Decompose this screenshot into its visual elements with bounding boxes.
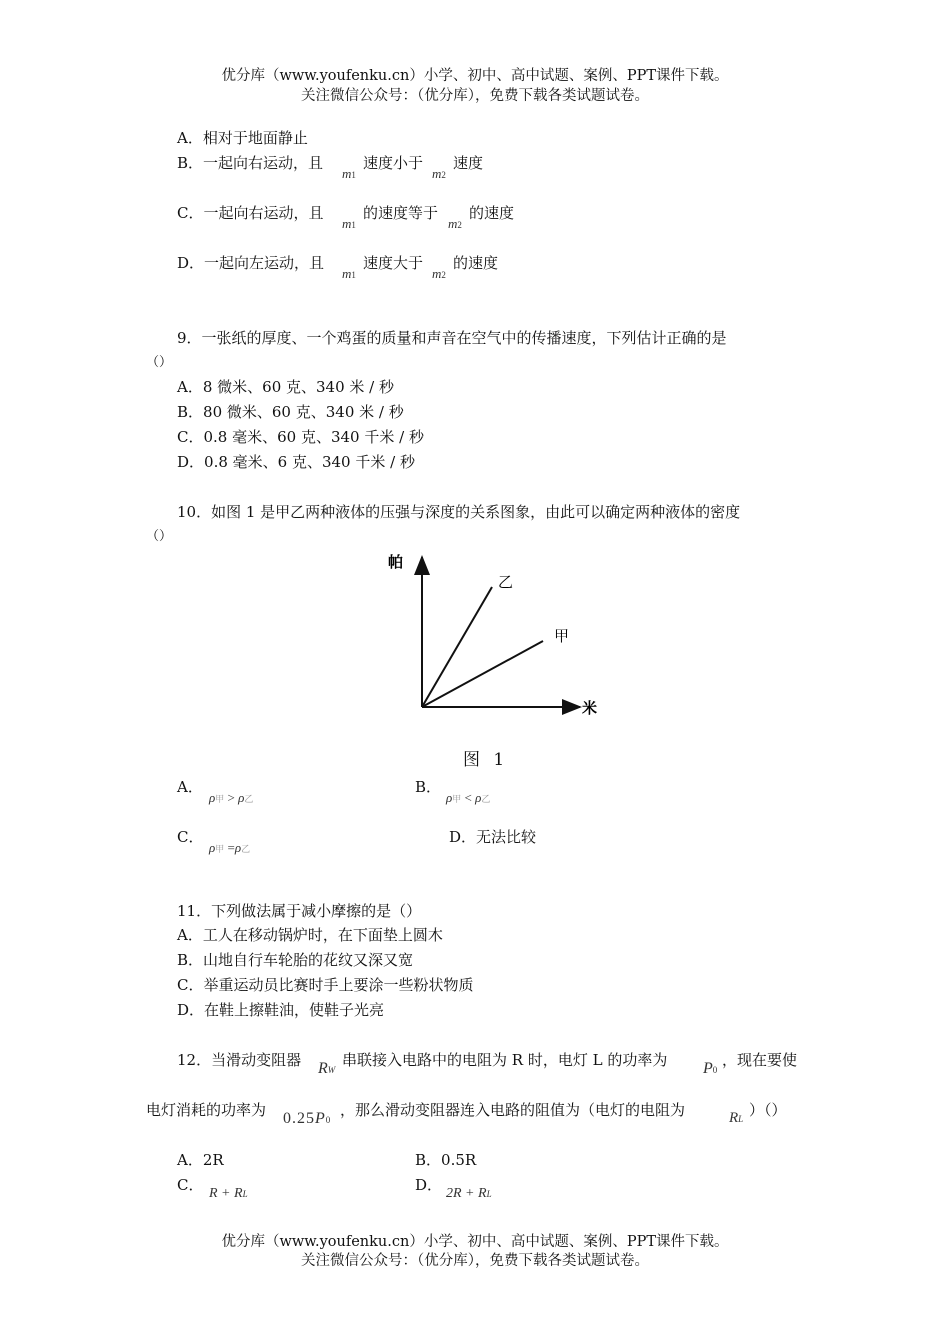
d-expression: 2R + R [446,1186,487,1201]
m-symbol: m [432,166,442,181]
rho-symbol: ρ [234,840,242,855]
coefficient: 0.25 [283,1110,315,1127]
q12-p0-symbol [703,1060,717,1078]
q8-option-d [177,252,324,273]
q9-option-b: B．80 微米、60 克、340 米 / 秒 [177,403,404,421]
q12-stem-2-pre: 电灯消耗的功率为 [146,1101,267,1119]
x-axis-label: 米 [582,699,598,717]
header-line-2: 关注微信公众号：（优分库），免费下载各类试题试卷。 [301,88,649,104]
c-expression: R + R [209,1186,243,1201]
m-subscript: 2 [457,220,462,230]
m-symbol: m [448,216,458,231]
q12-rl-symbol [729,1110,743,1127]
rho-sub-jia: 甲 [215,844,225,854]
q8-d-m2 [432,266,446,282]
q10-option-c-expr [209,840,250,856]
pressure-depth-figure [380,545,620,725]
q10-option-a-expr [209,790,253,806]
m-subscript: 1 [351,220,356,230]
q12-option-d-expr [446,1186,492,1202]
l-subscript: L [486,1189,492,1199]
q11-option-c: C．举重运动员比赛时手上要涂一些粉状物质 [177,976,474,994]
q8-c-text: C．一起向右运动，且 [177,204,324,222]
m-symbol: m [342,216,352,231]
header-line-1: 优分库（www.youfenku.cn）小学、初中、高中试题、案例、PPT课件下载。 [221,68,729,84]
gt-sign: > [227,790,235,805]
q8-b-text: B．一起向右运动，且 [177,154,324,172]
zero-subscript: 0 [325,1115,332,1125]
q10-option-a-label: A． [177,778,203,796]
q9-option-d: D．0.8 毫米、6 克、340 千米 / 秒 [177,453,415,471]
l-subscript: L [242,1189,248,1199]
q12-option-c-expr [209,1186,248,1202]
m-subscript: 1 [351,170,356,180]
footer-line-1: 优分库（www.youfenku.cn）小学、初中、高中试题、案例、PPT课件下载。 [221,1234,729,1250]
m-subscript: 2 [441,170,446,180]
rho-symbol: ρ [475,790,482,805]
q10-option-b-label: B． [415,778,442,796]
q8-d-text: D．一起向左运动，且 [177,254,325,272]
q11-option-a: A．工人在移动锅炉时，在下面垫上圆木 [177,926,443,944]
q12-stem-1-post: ，现在要使 [722,1051,798,1069]
q8-d-mid: 速度大于 [363,254,424,272]
m-symbol: m [432,266,442,281]
q9-option-a: A．8 微米、60 克、340 米 / 秒 [177,378,394,396]
q12-stem-1-mid: 串联接入电路中的电阻为 R 时，电灯 L 的功率为 [342,1051,668,1069]
q10-paren: （） [146,529,173,544]
r-letter: R [729,1110,739,1126]
q8-option-b [177,152,323,173]
m-subscript: 2 [441,270,446,280]
q12-option-c-label: C． [177,1176,204,1194]
rho-sub-yi: 乙 [244,794,254,804]
rho-symbol: ρ [446,790,453,805]
q11-stem: 11．下列做法属于减小摩擦的是（） [177,902,422,920]
q10-option-d: D．无法比较 [449,828,537,846]
q11-option-d: D．在鞋上擦鞋油，使鞋子光亮 [177,1001,385,1019]
q9-stem: 9．一张纸的厚度、一个鸡蛋的质量和声音在空气中的传播速度，下列估计正确的是 [177,329,727,347]
r-letter: R [318,1060,328,1077]
y-axis-label: 帕 [388,553,404,571]
rho-sub-jia: 甲 [452,794,462,804]
q12-option-a: A．2R [177,1151,224,1169]
q10-option-c-label: C． [177,828,204,846]
zero-subscript: 0 [712,1065,718,1075]
q8-c-m2 [448,216,462,232]
q8-b-post: 速度 [453,154,484,172]
q8-option-a: A．相对于地面静止 [177,129,308,147]
m-subscript: 1 [351,270,356,280]
m-symbol: m [342,266,352,281]
q8-option-c [177,202,323,223]
m-symbol: m [342,166,352,181]
label-jia: 甲 [554,627,570,645]
q12-stem-2-mid: ，那么滑动变阻器连入电路的阻值为（电灯的电阻为 [340,1101,686,1119]
rho-sub-jia: 甲 [215,794,225,804]
q8-b-m1 [342,166,356,182]
l-subscript: L [738,1114,744,1124]
q8-d-m1 [342,266,356,282]
q10-stem: 10．如图 1 是甲乙两种液体的压强与深度的关系图象，由此可以确定两种液体的密度 [177,503,741,521]
q12-stem-2-post: ）（） [749,1101,787,1119]
eq-sign: = [227,840,235,855]
q12-option-d-label: D． [415,1176,443,1194]
footer-line-2: 关注微信公众号：（优分库），免费下载各类试题试卷。 [301,1253,649,1269]
p-letter: P [315,1110,326,1127]
q12-option-b: B．0.5R [415,1151,477,1169]
q8-b-mid: 速度小于 [363,154,424,172]
q8-c-post: 的速度 [469,204,515,222]
figure-caption: 图 1 [463,750,509,770]
rho-symbol: ρ [238,790,245,805]
q8-c-m1 [342,216,356,232]
rho-symbol: ρ [209,840,216,855]
rho-symbol: ρ [209,790,216,805]
q10-option-b-expr [446,790,490,806]
lt-sign: < [464,790,472,805]
w-subscript: W [327,1065,336,1075]
label-yi: 乙 [498,573,514,591]
q11-option-b: B．山地自行车轮胎的花纹又深又宽 [177,951,414,969]
rho-sub-yi: 乙 [481,794,491,804]
q8-b-m2 [432,166,446,182]
q9-option-c: C．0.8 毫米、60 克、340 千米 / 秒 [177,428,424,446]
q12-025p0-expr [283,1110,331,1128]
rho-sub-yi: 乙 [241,844,251,854]
q8-c-mid: 的速度等于 [363,204,439,222]
q12-rw-symbol [318,1060,335,1078]
q8-d-post: 的速度 [453,254,499,272]
p-letter: P [703,1060,713,1077]
q12-stem-1-pre: 12．当滑动变阻器 [177,1051,302,1069]
q9-paren: （） [146,355,173,370]
